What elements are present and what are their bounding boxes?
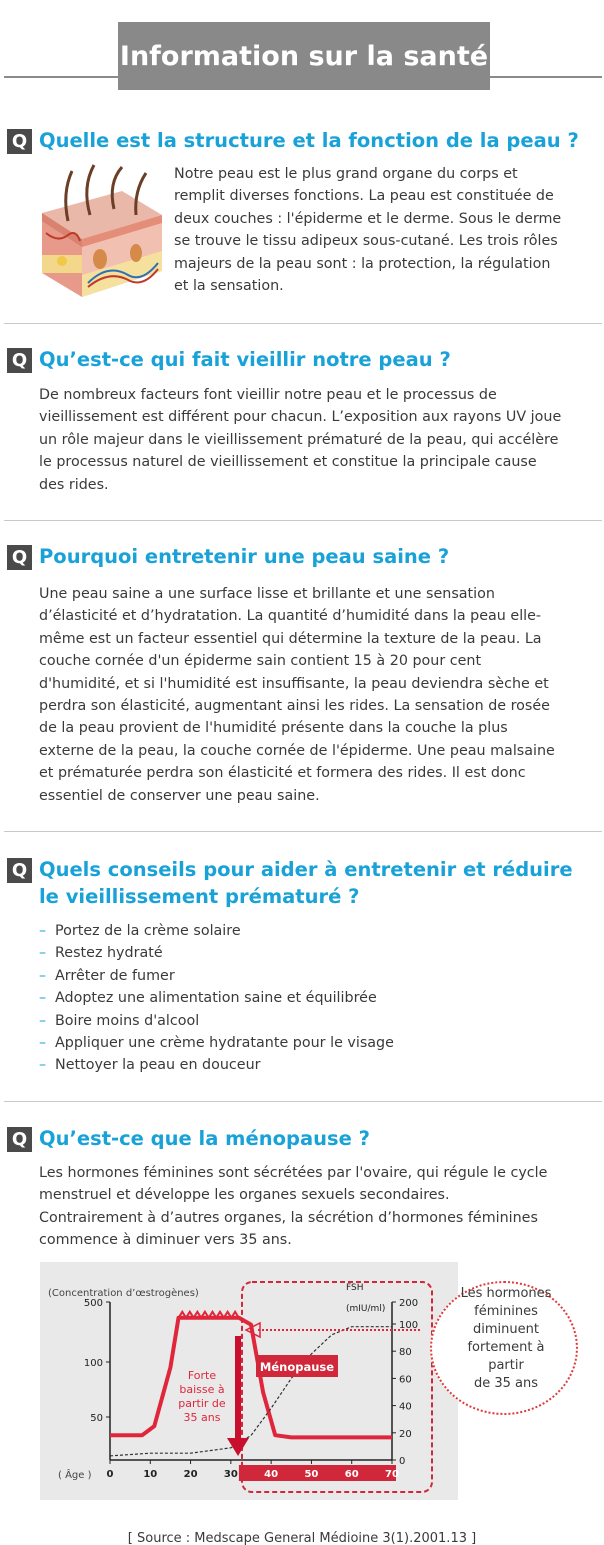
q-badge: Q <box>7 858 32 883</box>
y-tick-label: 500 <box>83 1298 103 1309</box>
list-item: – Portez de la crème solaire <box>39 923 241 939</box>
drop-label-line: partir de <box>178 1397 226 1410</box>
y2-tick-label: 40 <box>399 1401 412 1413</box>
drop-arrow-shaft <box>235 1336 241 1440</box>
x-tick-label: 0 <box>106 1469 114 1480</box>
section-title: Pourquoi entretenir une peau saine ? <box>39 545 450 568</box>
section-divider <box>4 323 602 324</box>
section-text: Une peau saine a une surface lisse et brillante et une sensation d’élasticité et d’hydratation. La quantité d’humidité dans la peau elle- même est un facteur essentiel qui détermine la texture de la peau. La couche cornée d'un épiderme sain contient 15 à 20 pour cent d'humidité, et si l'humidité est insuffisante, la peau deviendra sèche et perdra son élasticité, augmentant ainsi les rides. La sensation de rosée de la peau provient de l'humidité présente dans la couche la plus externe de la peau, la couche cornée de l'épiderme. Une peau malsaine et prématurée perdra son élasticité et formera des rides. Il est donc essentiel de conserver une peau saine. <box>39 586 555 804</box>
q-badge: Q <box>7 545 32 570</box>
callout-text <box>430 1281 580 1417</box>
callout-line: partir <box>488 1358 524 1373</box>
y2-tick-label: 20 <box>399 1428 412 1440</box>
x-axis-label: ( Âge ) <box>58 1470 92 1481</box>
list-item: – Nettoyer la peau en douceur <box>39 1057 261 1073</box>
callout-line: fortement à <box>467 1340 545 1355</box>
drop-label-line: 35 ans <box>183 1411 221 1424</box>
y-tick-label: 100 <box>83 1358 103 1369</box>
section-text: Notre peau est le plus grand organe du corps et remplit diverses fonctions. La peau est constituée de deux couches : l'épiderme et le derme. Sous le derme se trouve le tissu adipeux sous-cutané. Les trois rôles majeurs de la peau sont : la protection, la régulation et la sensation. <box>174 166 562 295</box>
section-title: Qu’est-ce que la ménopause ? <box>39 1127 370 1150</box>
callout-line: de 35 ans <box>473 1376 539 1391</box>
x-tick-label: 30 <box>223 1469 238 1480</box>
menopause-label: Ménopause <box>259 1360 335 1374</box>
x-tick-label: 40 <box>264 1469 279 1480</box>
skin-illustration <box>38 163 166 299</box>
section-title: Quels conseils pour aider à entretenir et réduire <box>39 858 573 881</box>
y2-axis-unit: (mIU/ml) <box>346 1304 386 1314</box>
hormone-chart <box>40 1262 458 1500</box>
estrogen-cycle-zigzag <box>179 1312 239 1318</box>
section-text: De nombreux facteurs font vieillir notre peau et le processus de vieillissement est différent pour chacun. L’exposition aux rayons UV joue un rôle majeur dans le vieillissement prématuré de la peau, qui accélère le processus naturel de vieillissement et constitue la principale cause des rides. <box>39 387 562 493</box>
section-title-line-2: le vieillissement prématuré ? <box>39 885 360 908</box>
drop-label-line: baisse à <box>179 1383 225 1396</box>
list-item: – Appliquer une crème hydratante pour le visage <box>39 1035 394 1051</box>
list-item: – Adoptez une alimentation saine et équilibrée <box>39 990 377 1006</box>
drop-label-line: Forte <box>187 1369 217 1382</box>
y2-tick-label: 60 <box>399 1374 412 1386</box>
y2-axis-label: FSH <box>346 1283 364 1293</box>
y2-tick-label: 200 <box>399 1298 419 1309</box>
x-tick-label: 60 <box>344 1469 359 1480</box>
callout-line: féminines <box>474 1304 538 1319</box>
x-tick-label: 20 <box>183 1469 198 1480</box>
y2-tick-label: 100 <box>399 1320 419 1331</box>
section-divider <box>4 831 602 832</box>
page-title: Information sur la santé <box>118 22 490 90</box>
drop-arrow-head <box>227 1438 249 1456</box>
estrogen-series-line <box>110 1318 392 1438</box>
callout-line: diminuent <box>473 1322 539 1337</box>
q-badge: Q <box>7 129 32 154</box>
y-axis-label: (Concentration d’œstrogènes) <box>48 1288 199 1299</box>
list-item: – Boire moins d'alcool <box>39 1013 200 1029</box>
section-title: Qu’est-ce qui fait vieillir notre peau ? <box>39 348 451 371</box>
y2-tick-label: 0 <box>399 1456 406 1467</box>
y2-tick-label: 80 <box>399 1347 412 1359</box>
y-tick-label: 50 <box>90 1413 103 1424</box>
header-divider <box>4 76 602 78</box>
list-item: – Restez hydraté <box>39 945 163 961</box>
section-divider <box>4 520 602 521</box>
section-title: Quelle est la structure et la fonction de la peau ? <box>39 129 579 152</box>
x-tick-label: 10 <box>143 1469 158 1480</box>
section-text: Les hormones féminines sont sécrétées par l'ovaire, qui régule le cycle menstruel et développe les organes sexuels secondaires. Contrairement à d’autres organes, la sécrétion d’hormones féminines commence à diminuer vers 35 ans. <box>39 1165 548 1249</box>
q-badge: Q <box>7 1127 32 1152</box>
callout-line: Les hormones <box>460 1286 552 1301</box>
page-header <box>0 0 604 78</box>
source-citation: [ Source : Medscape General Médioine 3(1).2001.13 ] <box>127 1531 477 1545</box>
q-badge: Q <box>7 348 32 373</box>
section-divider <box>4 1101 602 1102</box>
list-item: – Arrêter de fumer <box>39 968 175 984</box>
x-tick-label: 50 <box>304 1469 319 1480</box>
x-tick-label: 70 <box>385 1469 399 1480</box>
